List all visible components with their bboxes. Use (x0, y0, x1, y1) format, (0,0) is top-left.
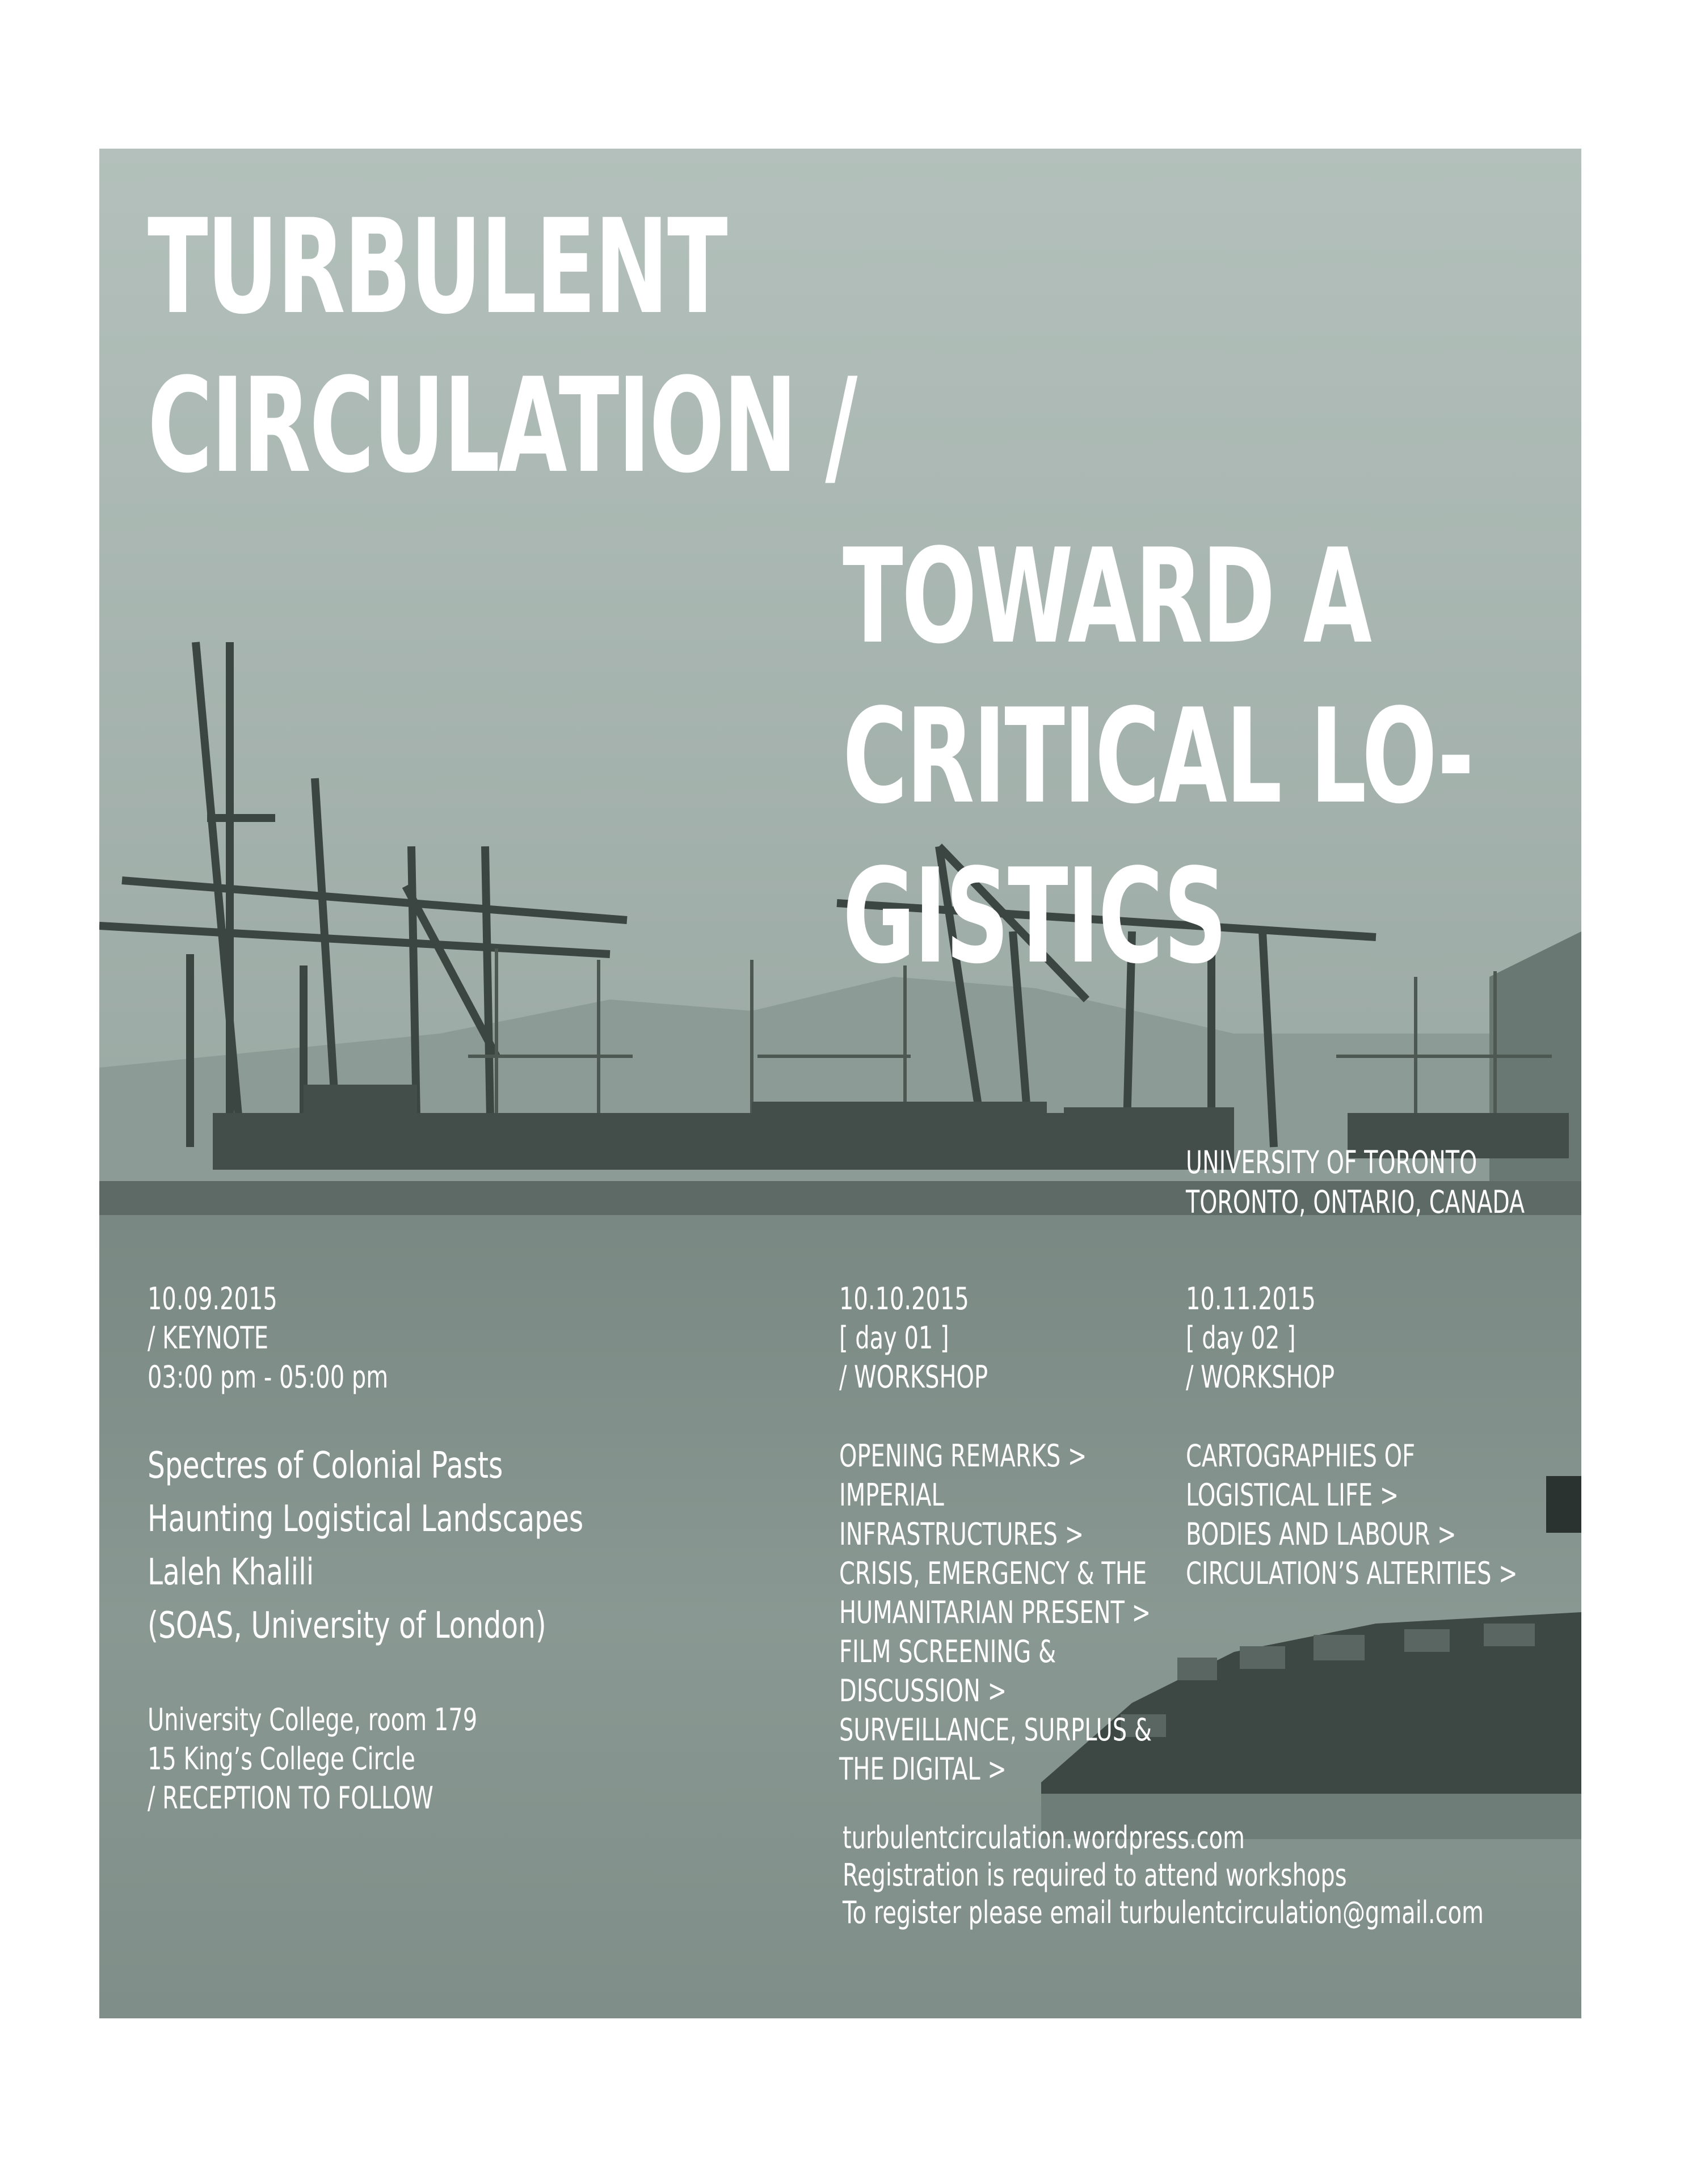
session-item: OPENING REMARKS > (839, 1438, 1087, 1474)
session-item: INFRASTRUCTURES > (839, 1516, 1084, 1552)
keynote-location (148, 1700, 593, 1818)
day1-label: [ day 01 ] (839, 1320, 949, 1356)
registration-email[interactable]: To register please email turbulentcirculation@gmail.com (843, 1895, 1484, 1930)
location-line: 15 King’s College Circle (148, 1741, 415, 1777)
day2-header (1186, 1279, 1387, 1397)
day2-sessions (1186, 1436, 1581, 1593)
keynote-talk (148, 1439, 721, 1652)
session-item: IMPERIAL (839, 1477, 944, 1513)
session-item: SURVEILLANCE, SURPLUS & (839, 1712, 1152, 1748)
title-line: CIRCULATION / (148, 351, 856, 502)
keynote-header (148, 1279, 473, 1397)
title-part-1 (148, 188, 1189, 506)
keynote-time: 03:00 pm - 05:00 pm (148, 1359, 389, 1395)
session-item: CRISIS, EMERGENCY & THE (839, 1555, 1147, 1591)
keynote-speaker: Laleh Khalili (148, 1551, 314, 1593)
venue-line: UNIVERSITY OF TORONTO (1186, 1144, 1477, 1180)
day1-type: / WORKSHOP (839, 1359, 988, 1395)
venue (1186, 1142, 1581, 1222)
registration-note: Registration is required to attend workshops (843, 1857, 1347, 1893)
contact-info (843, 1819, 1581, 1932)
venue-line: TORONTO, ONTARIO, CANADA (1186, 1184, 1525, 1220)
day2-type: / WORKSHOP (1186, 1359, 1335, 1395)
keynote-talk-line: Spectres of Colonial Pasts (148, 1445, 503, 1487)
title-part-2 (843, 517, 1581, 997)
day1-header (839, 1279, 1040, 1397)
title-line: CRITICAL LO- (843, 681, 1473, 833)
keynote-talk-line: Haunting Logistical Landscapes (148, 1498, 584, 1540)
keynote-type: / KEYNOTE (148, 1320, 269, 1356)
day1-date: 10.10.2015 (839, 1281, 969, 1317)
session-item: BODIES AND LABOUR > (1186, 1516, 1457, 1552)
day2-date: 10.11.2015 (1186, 1281, 1316, 1317)
title-line: TOWARD A (843, 521, 1371, 673)
keynote-date: 10.09.2015 (148, 1281, 277, 1317)
session-item: CIRCULATION’S ALTERITIES > (1186, 1555, 1518, 1591)
location-line: University College, room 179 (148, 1702, 478, 1738)
website-link[interactable]: turbulentcirculation.wordpress.com (843, 1820, 1245, 1856)
keynote-affiliation: (SOAS, University of London) (148, 1605, 546, 1647)
poster (99, 149, 1581, 2018)
day2-label: [ day 02 ] (1186, 1320, 1296, 1356)
location-line: / RECEPTION TO FOLLOW (148, 1780, 433, 1816)
session-item: THE DIGITAL > (839, 1751, 1007, 1787)
session-item: DISCUSSION > (839, 1673, 1007, 1709)
session-item: FILM SCREENING & (839, 1634, 1056, 1669)
session-item: LOGISTICAL LIFE > (1186, 1477, 1399, 1513)
session-item: CARTOGRAPHIES OF (1186, 1438, 1416, 1474)
session-item: HUMANITARIAN PRESENT > (839, 1595, 1151, 1630)
title-line: TURBULENT (148, 192, 726, 343)
title-line: GISTICS (843, 841, 1226, 993)
